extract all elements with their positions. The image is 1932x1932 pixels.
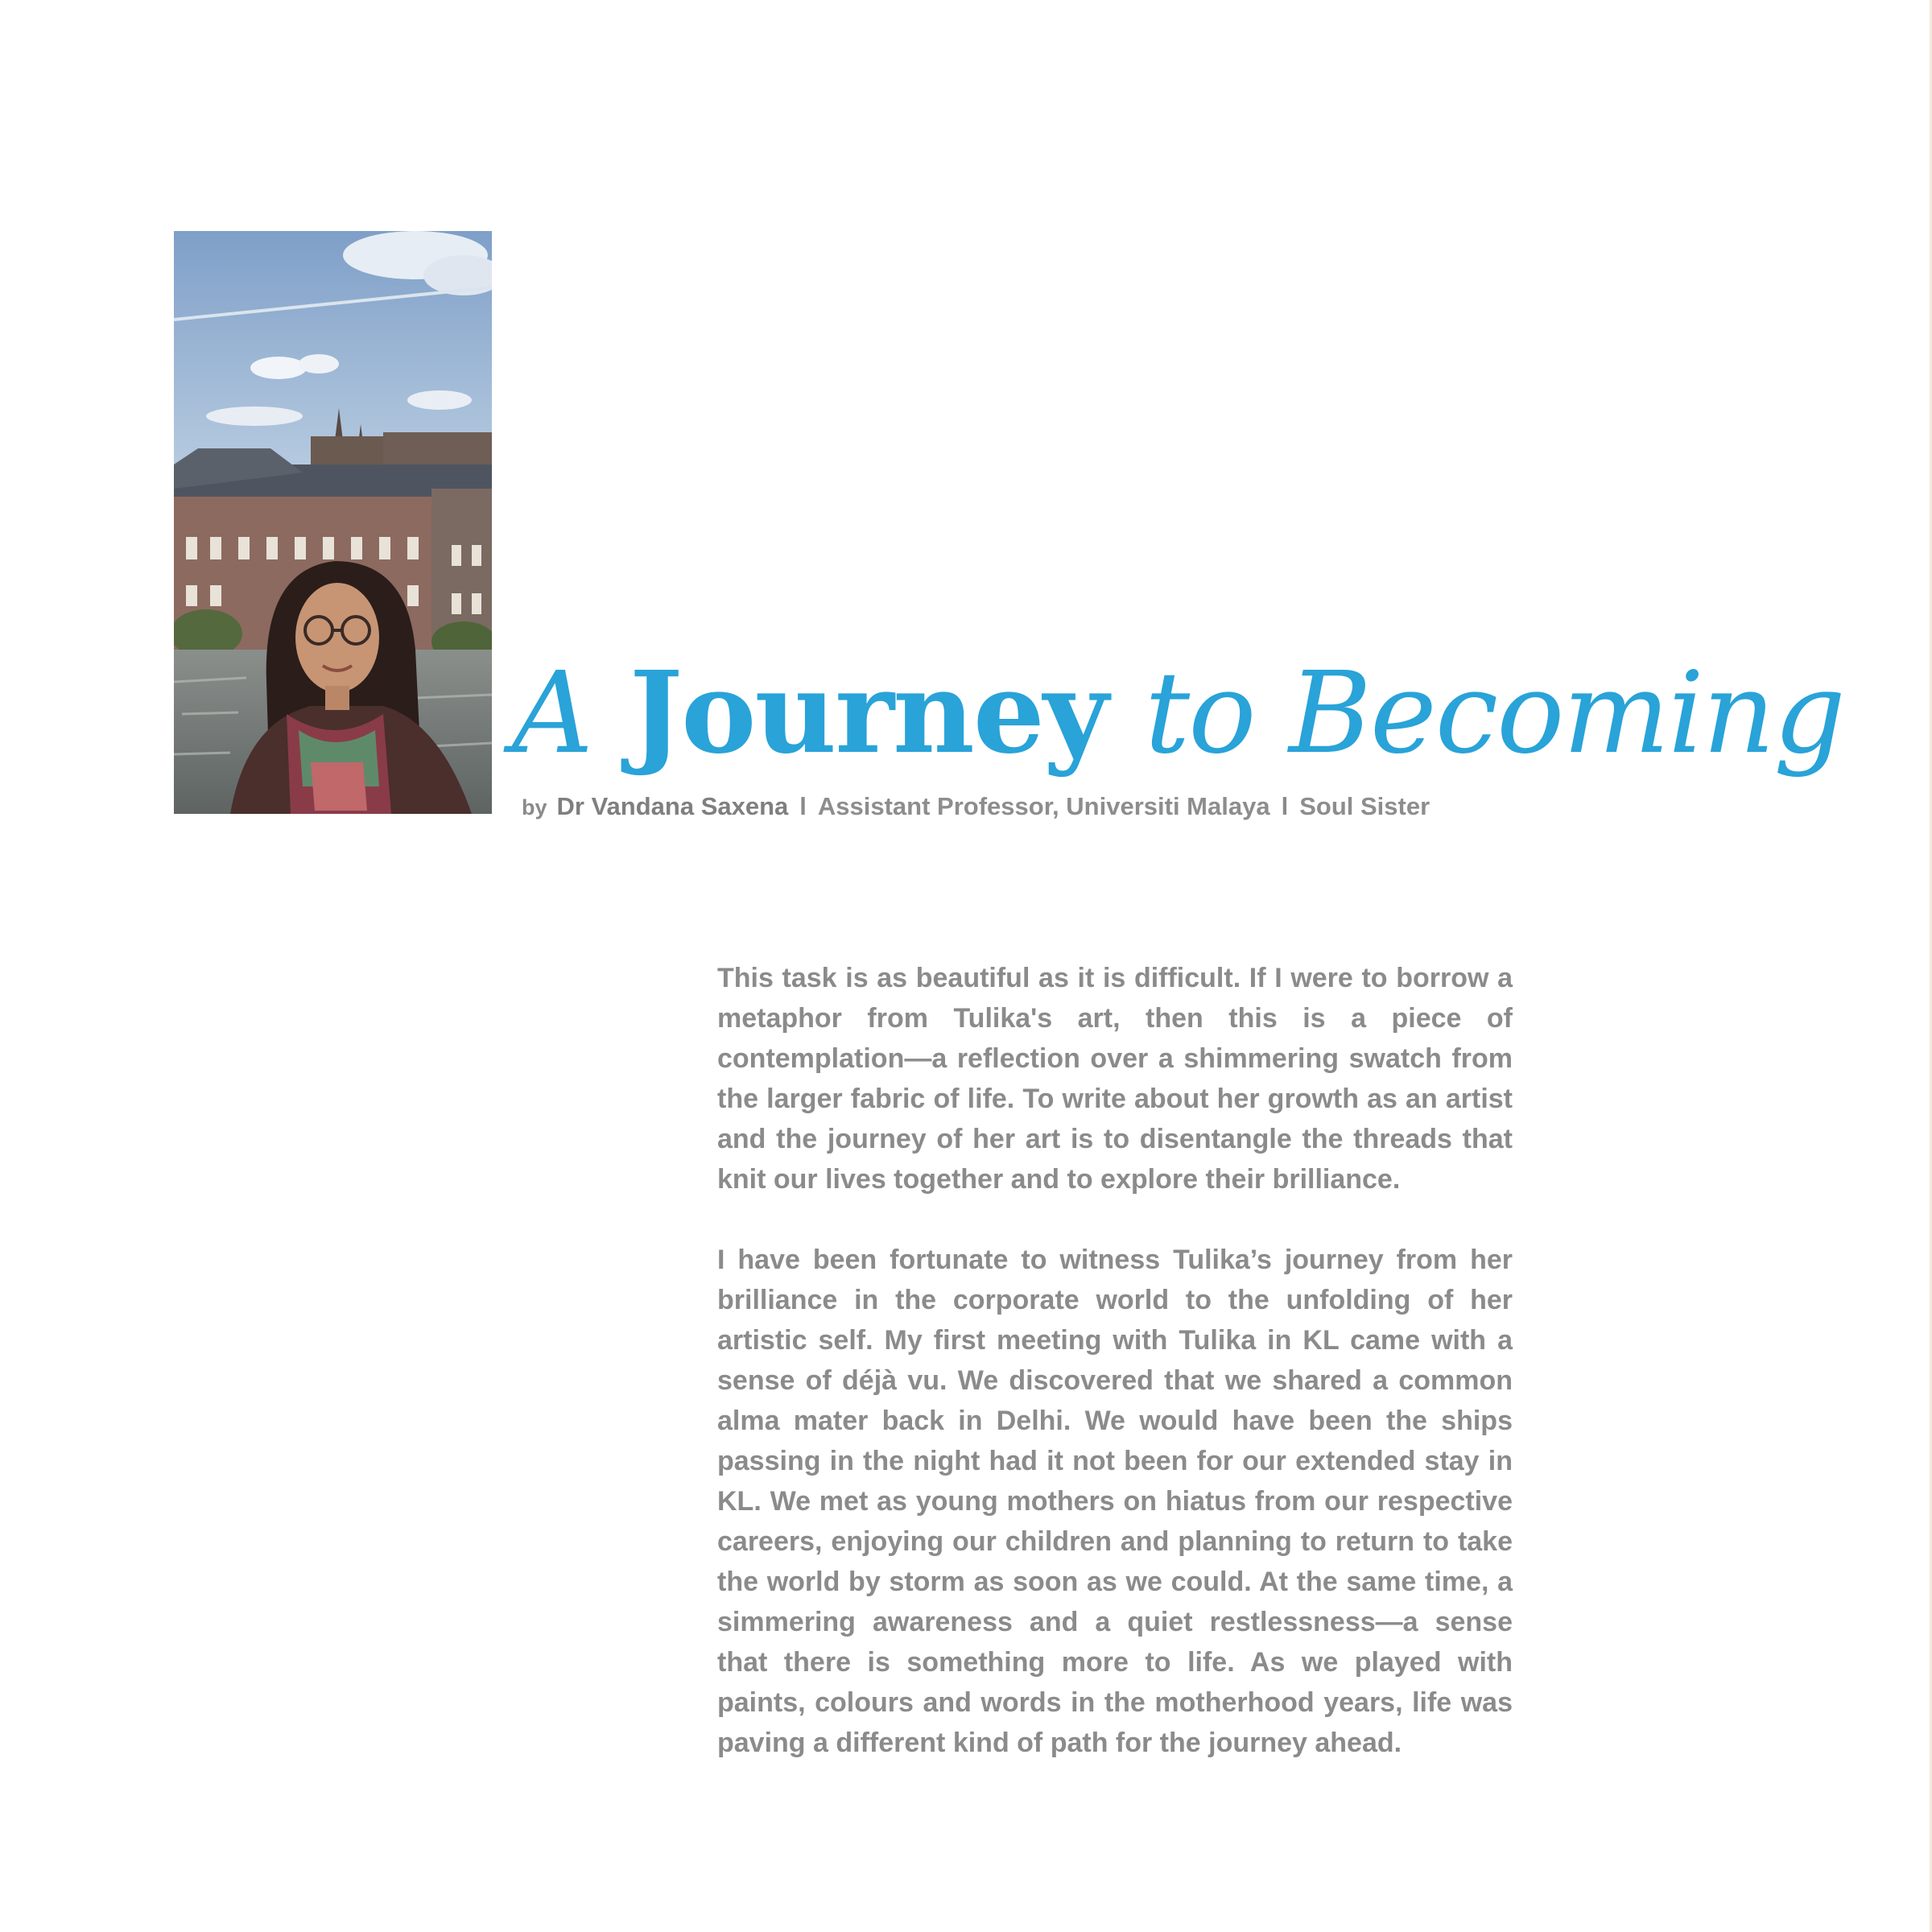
title-part-2: Journey (629, 647, 1108, 779)
title-part-3: to Becoming (1144, 648, 1844, 779)
byline-relation: Soul Sister (1299, 792, 1430, 820)
byline-separator-1: l (799, 792, 807, 820)
body-paragraph-1: This task is as beautiful as it is difficult. If I were to borrow a metaphor from Tulika's art, then this is a piece of contemplation—a reflection over a shimmering swatch from the larger fabric of life. To write about her growth as an artist and the journey of her art is to disentangle the threads that knit our lives together and to explore their brilliance. (717, 963, 1513, 1195)
byline-separator-2: l (1281, 792, 1289, 820)
byline-role: Assistant Professor, Universiti Malaya (817, 792, 1270, 820)
byline (522, 792, 1430, 821)
title-part-1: A (512, 648, 592, 779)
body-paragraph-2: I have been fortunate to witness Tulika’s journey from her brilliance in the corporate world to the unfolding of her artistic self. My first meeting with Tulika in KL came with a sense of déjà vu. We discovered that we shared a common alma mater back in Delhi. We would have been the ships passing in the night had it not been for our extended stay in KL. We met as young mothers on hiatus from our respective careers, enjoying our children and planning to return to take the world by storm as soon as we could. At the same time, a simmering awareness and a quiet restlessness—a sense that there is something more to life. As we played with paints, colours and words in the motherhood years, life was paving a different kind of path for the journey ahead. (717, 1245, 1513, 1758)
article-title (512, 647, 1844, 779)
byline-by: by (522, 795, 547, 819)
article-body (717, 958, 1513, 1803)
byline-author: Dr Vandana Saxena (556, 792, 789, 820)
author-photo (174, 231, 492, 814)
